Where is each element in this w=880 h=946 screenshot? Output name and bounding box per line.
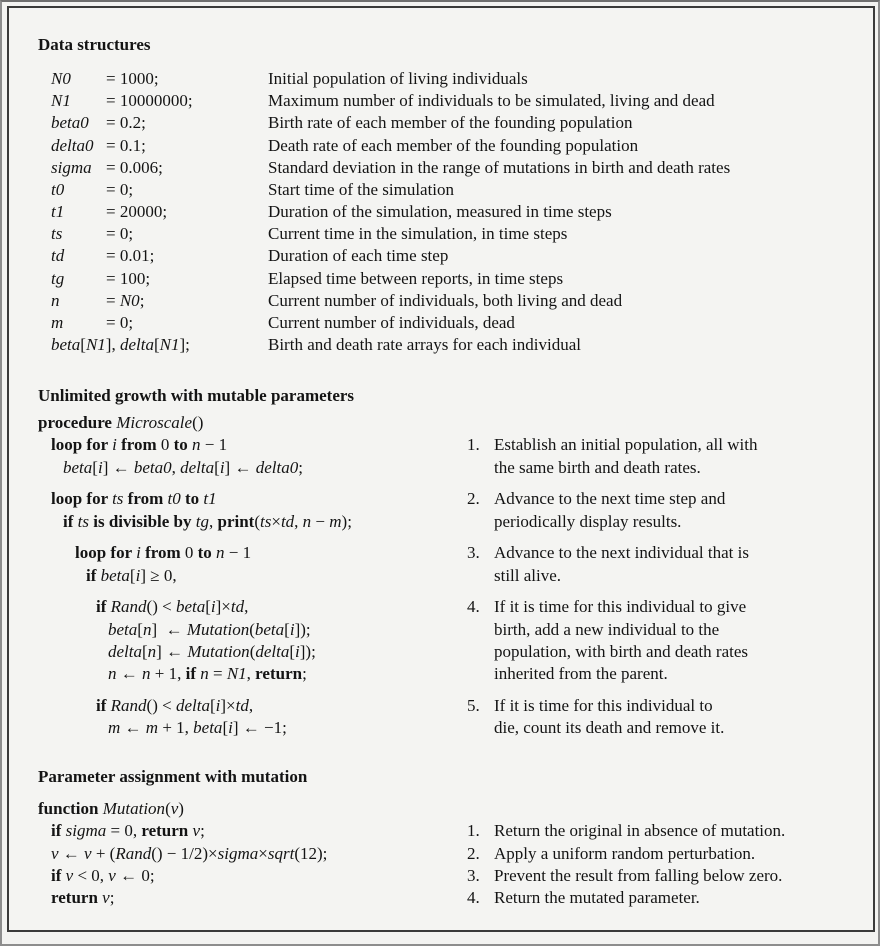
plain-text: [: [129, 566, 136, 585]
variable: n: [142, 664, 151, 683]
plain-text: =: [208, 664, 227, 683]
keyword: return: [51, 888, 103, 907]
plain-text: ] ← −1;: [232, 718, 287, 737]
var-description: Initial population of living individuals: [268, 69, 528, 88]
plain-text: [: [289, 642, 296, 661]
var-name: [51, 224, 62, 244]
code-line: [51, 435, 227, 455]
variable: N1: [85, 335, 106, 354]
var-name: [51, 180, 64, 200]
variable: Mutation: [187, 642, 250, 661]
variable: beta: [63, 458, 93, 477]
variable: N1: [51, 91, 71, 110]
plain-text: [: [153, 335, 160, 354]
variable: n: [142, 620, 152, 639]
plain-text: ] ←: [156, 642, 188, 661]
plain-text: [: [92, 458, 98, 477]
note-number: 3.: [467, 543, 480, 562]
keyword: is divisible by: [88, 512, 196, 531]
variable: i: [219, 458, 225, 477]
plain-text: () <: [146, 696, 176, 715]
var-value: [106, 313, 133, 333]
note-number: 5.: [467, 696, 480, 715]
note-line: Return the mutated parameter.: [494, 888, 700, 907]
var-name: [51, 113, 89, 133]
note-line: still alive.: [494, 566, 562, 585]
variable: td: [51, 246, 65, 265]
keyword: return: [255, 664, 303, 683]
plain-text: );: [341, 512, 352, 531]
plain-text: ←: [116, 664, 142, 683]
plain-text: = 1000;: [106, 69, 159, 88]
plain-text: < 0,: [73, 866, 109, 885]
variable: tg: [51, 269, 65, 288]
keyword: if: [51, 866, 66, 885]
var-description: Maximum number of individuals to be simulated, living and dead: [268, 91, 715, 110]
var-description: Current time in the simulation, in time steps: [268, 224, 568, 243]
var-value: [106, 91, 193, 111]
variable: ts: [51, 224, 63, 243]
note-number: 3.: [467, 866, 480, 885]
var-name: [51, 69, 71, 89]
note-line: periodically display results.: [494, 512, 682, 531]
variable: i: [135, 566, 141, 585]
note-line: population, with birth and death rates: [494, 642, 748, 661]
var-name: [51, 269, 64, 289]
keyword: if: [51, 821, 66, 840]
plain-text: ×: [271, 512, 281, 531]
var-name: [51, 291, 60, 311]
variable: delta: [180, 458, 215, 477]
plain-text: ←: [120, 718, 146, 737]
plain-text: [: [137, 620, 143, 639]
variable: beta0: [51, 113, 89, 132]
plain-text: =: [106, 291, 120, 310]
code-line: [51, 821, 205, 841]
note-line: birth, add a new individual to the: [494, 620, 720, 639]
variable: i: [228, 718, 233, 737]
code-line: [108, 664, 307, 684]
variable: td: [235, 696, 249, 715]
plain-text: = 0;: [106, 180, 134, 199]
plain-text: ;: [109, 888, 115, 907]
variable: delta: [108, 642, 142, 661]
plain-text: [: [209, 696, 216, 715]
keyword: procedure: [38, 413, 117, 432]
plain-text: [: [214, 458, 220, 477]
plain-text: () − 1/2)×: [151, 844, 218, 863]
plain-text: 0: [160, 435, 170, 454]
code-line: [38, 799, 184, 819]
code-line: [86, 566, 177, 586]
plain-text: [: [284, 620, 290, 639]
note-line: Establish an initial population, all with: [494, 435, 758, 454]
note-line: Advance to the next time step and: [494, 489, 726, 508]
plain-text: = 0;: [106, 313, 134, 332]
variable: v: [102, 888, 110, 907]
keyword: print: [217, 512, 255, 531]
plain-text: = 0.2;: [106, 113, 146, 132]
plain-text: ] ←: [224, 458, 256, 477]
plain-text: = 10000000;: [106, 91, 193, 110]
variable: Rand: [110, 696, 147, 715]
variable: i: [215, 696, 221, 715]
variable: i: [136, 543, 141, 562]
code-line: [96, 696, 253, 716]
plain-text: + 1,: [150, 664, 186, 683]
keyword: if: [185, 664, 201, 683]
variable: m: [145, 718, 159, 737]
plain-text: ]);: [294, 620, 311, 639]
plain-text: ): [178, 799, 184, 818]
plain-text: (: [254, 512, 260, 531]
note-line: Advance to the next individual that is: [494, 543, 749, 562]
plain-text: ;: [139, 291, 145, 310]
variable: delta0: [255, 458, 299, 477]
plain-text: ,: [248, 696, 254, 715]
plain-text: − 1: [224, 543, 252, 562]
variable: beta: [51, 335, 81, 354]
variable: t1: [51, 202, 65, 221]
code-line: [51, 489, 217, 509]
plain-text: ]×: [220, 696, 236, 715]
variable: m: [108, 718, 121, 737]
section-heading-mutation: Parameter assignment with mutation: [38, 767, 308, 786]
variable: Mutation: [186, 620, 250, 639]
keyword: loop for: [51, 435, 113, 454]
code-line: [108, 642, 316, 662]
var-value: [106, 224, 133, 244]
note-number: 1.: [467, 435, 480, 454]
keyword: if: [86, 566, 101, 585]
variable: t0: [51, 180, 65, 199]
keyword: to: [169, 435, 193, 454]
var-value: [106, 113, 146, 133]
keyword: return: [141, 821, 193, 840]
var-name: [51, 313, 63, 333]
var-description: Current number of individuals, dead: [268, 313, 515, 332]
plain-text: ← 0;: [115, 866, 155, 885]
var-description: Death rate of each member of the founding population: [268, 136, 639, 155]
code-line: [96, 597, 248, 617]
plain-text: (: [165, 799, 171, 818]
keyword: loop for: [75, 543, 137, 562]
code-line: [75, 543, 251, 563]
plain-text: ,: [244, 597, 249, 616]
var-name: [51, 136, 94, 156]
plain-text: + 1,: [158, 718, 194, 737]
var-value: [106, 202, 167, 222]
variable: td: [230, 597, 245, 616]
code-line: [108, 718, 287, 738]
plain-text: (: [249, 642, 256, 661]
plain-text: ,: [294, 512, 303, 531]
plain-text: (12);: [294, 844, 328, 863]
variable: m: [51, 313, 64, 332]
var-value: [106, 291, 144, 311]
variable: v: [51, 844, 59, 863]
code-line: [63, 512, 352, 532]
plain-text: ] ≥ 0,: [140, 566, 177, 585]
note-number: 4.: [467, 888, 480, 907]
keyword: from: [140, 543, 185, 562]
variable: v: [84, 844, 92, 863]
plain-text: = 0,: [106, 821, 142, 840]
keyword: from: [116, 435, 161, 454]
variable: n: [302, 512, 312, 531]
plain-text: ×: [258, 844, 268, 863]
variable: N1: [226, 664, 247, 683]
plain-text: (: [249, 620, 255, 639]
variable: n: [216, 543, 225, 562]
variable: v: [108, 866, 116, 885]
var-name: [51, 158, 92, 178]
note-number: 4.: [467, 597, 480, 616]
variable: n: [200, 664, 209, 683]
plain-text: [: [205, 597, 211, 616]
variable: t1: [203, 489, 217, 508]
plain-text: [: [142, 642, 148, 661]
plain-text: ;: [298, 458, 303, 477]
plain-text: − 1: [200, 435, 228, 454]
plain-text: (): [192, 413, 204, 432]
section-heading-growth: Unlimited growth with mutable parameters: [38, 386, 355, 405]
plain-text: ] ←: [102, 458, 134, 477]
variable: beta0: [133, 458, 172, 477]
code-line: [108, 620, 311, 640]
var-name: [51, 91, 71, 111]
keyword: if: [96, 696, 111, 715]
plain-text: ],: [105, 335, 120, 354]
keyword: to: [180, 489, 204, 508]
var-description: Duration of each time step: [268, 246, 449, 265]
var-description: Birth rate of each member of the founding population: [268, 113, 633, 132]
note-number: 2.: [467, 489, 480, 508]
plain-text: = 0.1;: [106, 136, 146, 155]
variable: v: [65, 866, 74, 885]
variable: beta: [193, 718, 223, 737]
variable: i: [112, 435, 117, 454]
variable: beta: [254, 620, 285, 639]
variable: beta: [175, 597, 206, 616]
note-line: die, count its death and remove it.: [494, 718, 725, 737]
variable: ts: [112, 489, 124, 508]
note-line: Return the original in absence of mutation.: [494, 821, 786, 840]
keyword: to: [193, 543, 217, 562]
variable: sigma: [65, 821, 107, 840]
variable: beta: [108, 620, 138, 639]
code-line: [51, 888, 114, 908]
variable: Microscale: [116, 413, 193, 432]
plain-text: −: [311, 512, 330, 531]
var-value: [106, 180, 133, 200]
plain-text: ;: [302, 664, 307, 683]
keyword: loop for: [51, 489, 113, 508]
plain-text: ] ←: [151, 620, 187, 639]
var-value: [106, 136, 146, 156]
var-description: Standard deviation in the range of mutations in birth and death rates: [268, 158, 731, 177]
var-value: [106, 69, 159, 89]
variable: N1: [159, 335, 180, 354]
plain-text: ;: [200, 821, 205, 840]
var-description: Current number of individuals, both living and dead: [268, 291, 623, 310]
plain-text: = 0.01;: [106, 246, 155, 265]
plain-text: [: [80, 335, 86, 354]
variable: delta: [119, 335, 154, 354]
plain-text: ]×: [215, 597, 231, 616]
variable: delta: [175, 696, 210, 715]
var-description: Start time of the simulation: [268, 180, 455, 199]
plain-text: () <: [146, 597, 176, 616]
plain-text: 0: [184, 543, 194, 562]
keyword: if: [63, 512, 78, 531]
note-line: If it is time for this individual to give: [494, 597, 747, 616]
variable: i: [210, 597, 216, 616]
var-value: [106, 158, 163, 178]
plain-text: ]);: [299, 642, 316, 661]
variable: delta0: [51, 136, 94, 155]
variable: ts: [260, 512, 272, 531]
variable: tg: [195, 512, 209, 531]
var-description: Birth and death rate arrays for each individual: [268, 335, 581, 354]
var-name: [51, 335, 190, 355]
plain-text: = 0;: [106, 224, 134, 243]
var-value: [106, 269, 150, 289]
note-line: Prevent the result from falling below zero.: [494, 866, 783, 885]
note-number: 1.: [467, 821, 480, 840]
section-heading-data-structures: Data structures: [38, 35, 151, 54]
variable: v: [170, 799, 179, 818]
plain-text: = 20000;: [106, 202, 168, 221]
variable: td: [280, 512, 295, 531]
note-line: Apply a uniform random perturbation.: [494, 844, 756, 863]
variable: t0: [167, 489, 181, 508]
variable: beta: [100, 566, 130, 585]
variable: n: [51, 291, 60, 310]
var-description: Elapsed time between reports, in time steps: [268, 269, 564, 288]
var-name: [51, 246, 64, 266]
variable: sqrt: [267, 844, 295, 863]
variable: sigma: [51, 158, 92, 177]
code-line: [51, 866, 155, 886]
code-line: [51, 844, 327, 864]
note-line: If it is time for this individual to: [494, 696, 713, 715]
code-line: [63, 458, 303, 478]
variable: n: [108, 664, 117, 683]
note-line: inherited from the parent.: [494, 664, 668, 683]
variable: N0: [51, 69, 71, 88]
variable: ts: [77, 512, 89, 531]
var-value: [106, 246, 154, 266]
variable: sigma: [217, 844, 259, 863]
variable: n: [147, 642, 157, 661]
variable: Mutation: [102, 799, 166, 818]
code-line: [38, 413, 203, 433]
note-line: the same birth and death rates.: [494, 458, 701, 477]
var-description: Duration of the simulation, measured in time steps: [268, 202, 612, 221]
plain-text: ,: [208, 512, 218, 531]
variable: m: [329, 512, 342, 531]
plain-text: = 100;: [106, 269, 151, 288]
variable: Rand: [110, 597, 147, 616]
variable: i: [97, 458, 103, 477]
keyword: if: [96, 597, 111, 616]
plain-text: [: [222, 718, 229, 737]
variable: i: [289, 620, 295, 639]
content-layer: [2, 2, 880, 946]
keyword: from: [123, 489, 168, 508]
plain-text: + (: [91, 844, 116, 863]
var-name: [51, 202, 64, 222]
variable: v: [192, 821, 201, 840]
plain-text: ←: [58, 844, 85, 863]
variable: n: [192, 435, 201, 454]
keyword: function: [38, 799, 103, 818]
variable: Rand: [115, 844, 152, 863]
note-number: 2.: [467, 844, 480, 863]
plain-text: ];: [179, 335, 190, 354]
plain-text: = 0.006;: [106, 158, 163, 177]
variable: N0: [119, 291, 140, 310]
plain-text: ,: [246, 664, 256, 683]
variable: delta: [255, 642, 290, 661]
variable: i: [295, 642, 300, 661]
plain-text: ,: [171, 458, 181, 477]
